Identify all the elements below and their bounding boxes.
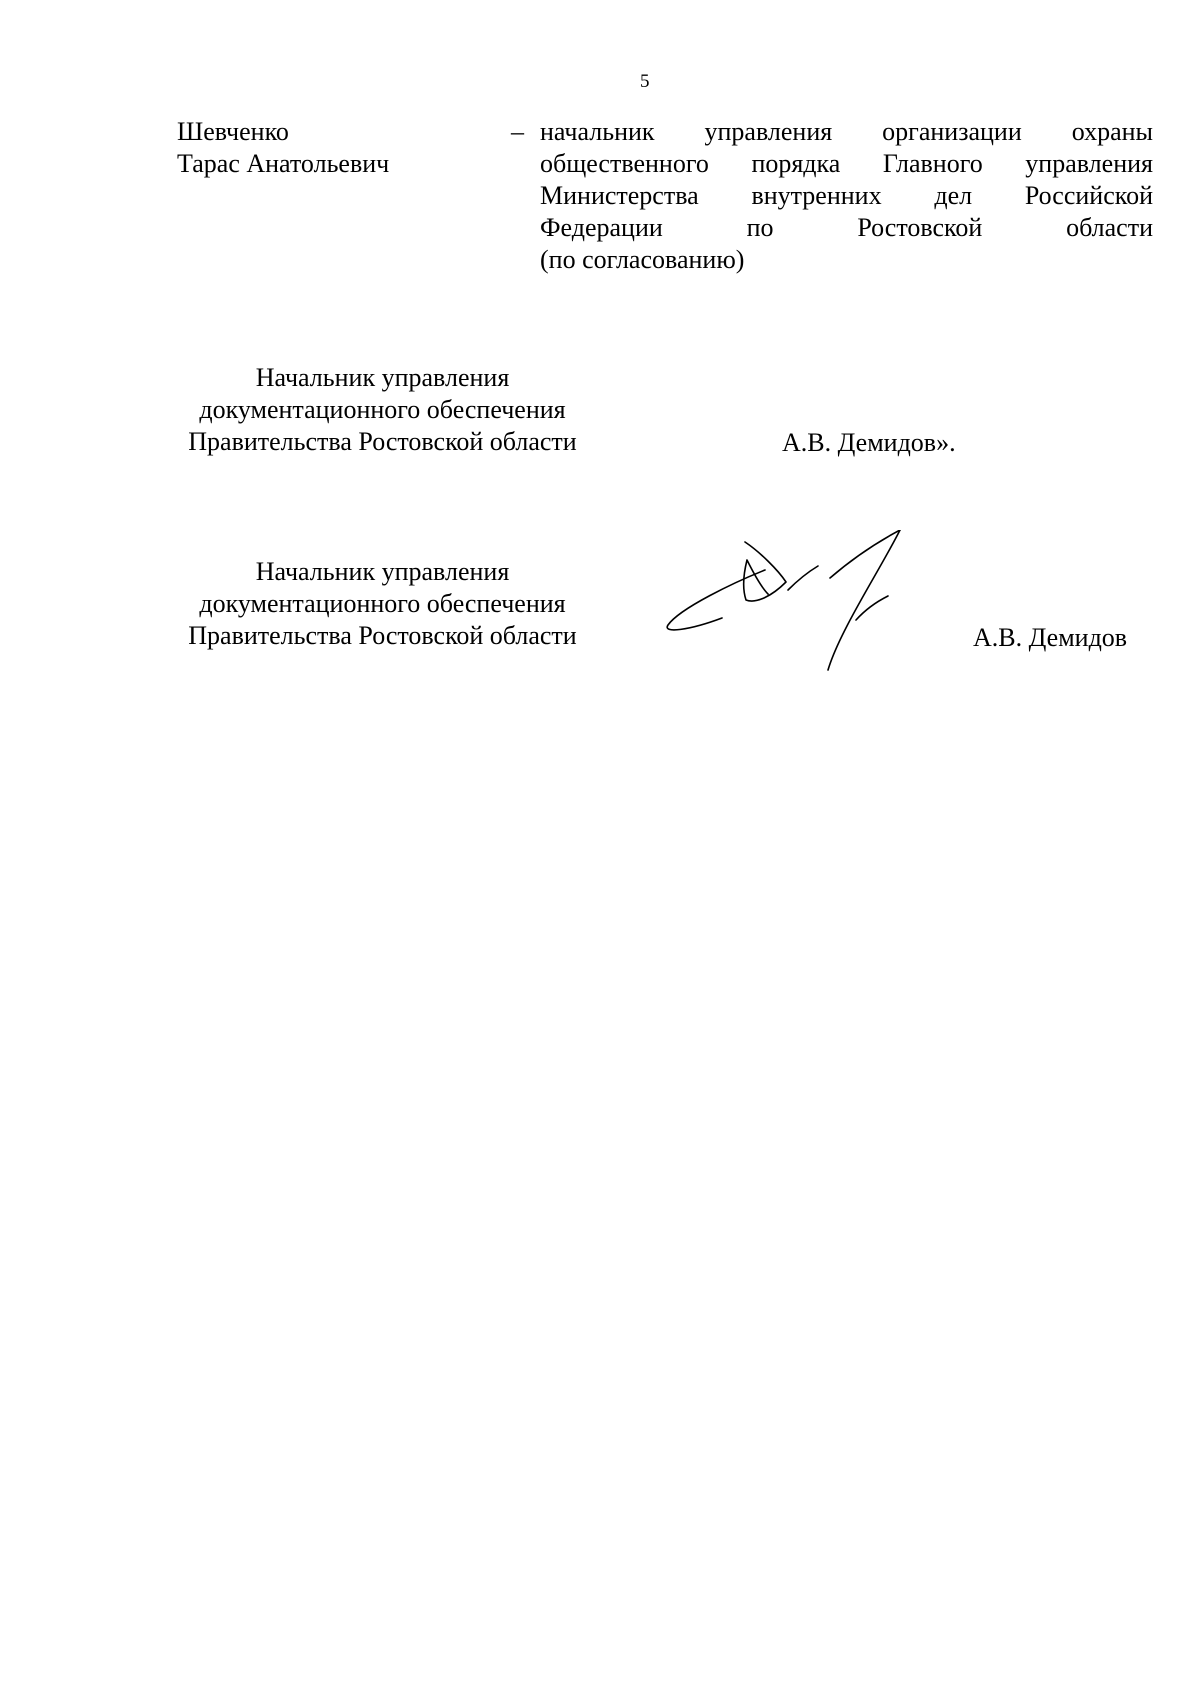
final-signatory-name: А.В. Демидов — [973, 623, 1128, 652]
member-dash: – — [511, 117, 524, 146]
signatory-title-line: Правительства Ростовской области — [188, 621, 577, 650]
closing-signatory-title — [160, 362, 605, 458]
closing-signatory-name: А.В. Демидов». — [782, 428, 956, 457]
position-word: дел — [934, 181, 973, 210]
position-word: внутренних — [751, 181, 882, 210]
signatory-title-line: Правительства Ростовской области — [188, 427, 577, 456]
position-line — [540, 212, 1153, 244]
position-line — [540, 244, 1153, 276]
position-word: Ростовской — [857, 213, 983, 242]
position-word: Федерации — [540, 213, 663, 242]
position-word: Министерства — [540, 181, 699, 210]
member-name — [177, 116, 389, 180]
position-word: области — [1066, 213, 1153, 242]
position-word: управления — [1025, 149, 1153, 178]
member-given-names: Тарас Анатольевич — [177, 149, 390, 178]
position-word: по — [746, 213, 774, 242]
signatory-title-line: Начальник управления — [255, 557, 510, 586]
position-word: Российской — [1024, 181, 1153, 210]
position-word: управления — [704, 117, 833, 146]
position-line — [540, 180, 1153, 212]
signatory-title-line: документационного обеспечения — [199, 395, 566, 424]
page-number: 5 — [640, 71, 650, 92]
position-word: организации — [882, 117, 1022, 146]
position-word: охраны — [1071, 117, 1153, 146]
signatory-title-line: Начальник управления — [255, 363, 510, 392]
signatory-title-line: документационного обеспечения — [199, 589, 566, 618]
position-note: (по согласованию) — [540, 245, 745, 274]
member-position — [540, 116, 1153, 276]
position-word: Главного — [882, 149, 983, 178]
final-signatory-title — [160, 556, 605, 652]
position-line — [540, 148, 1153, 180]
handwritten-signature-icon — [660, 530, 960, 700]
position-word: порядка — [751, 149, 841, 178]
member-surname: Шевченко — [177, 117, 289, 146]
position-word: начальник — [540, 117, 655, 146]
position-word: общественного — [540, 149, 709, 178]
position-line — [540, 116, 1153, 148]
